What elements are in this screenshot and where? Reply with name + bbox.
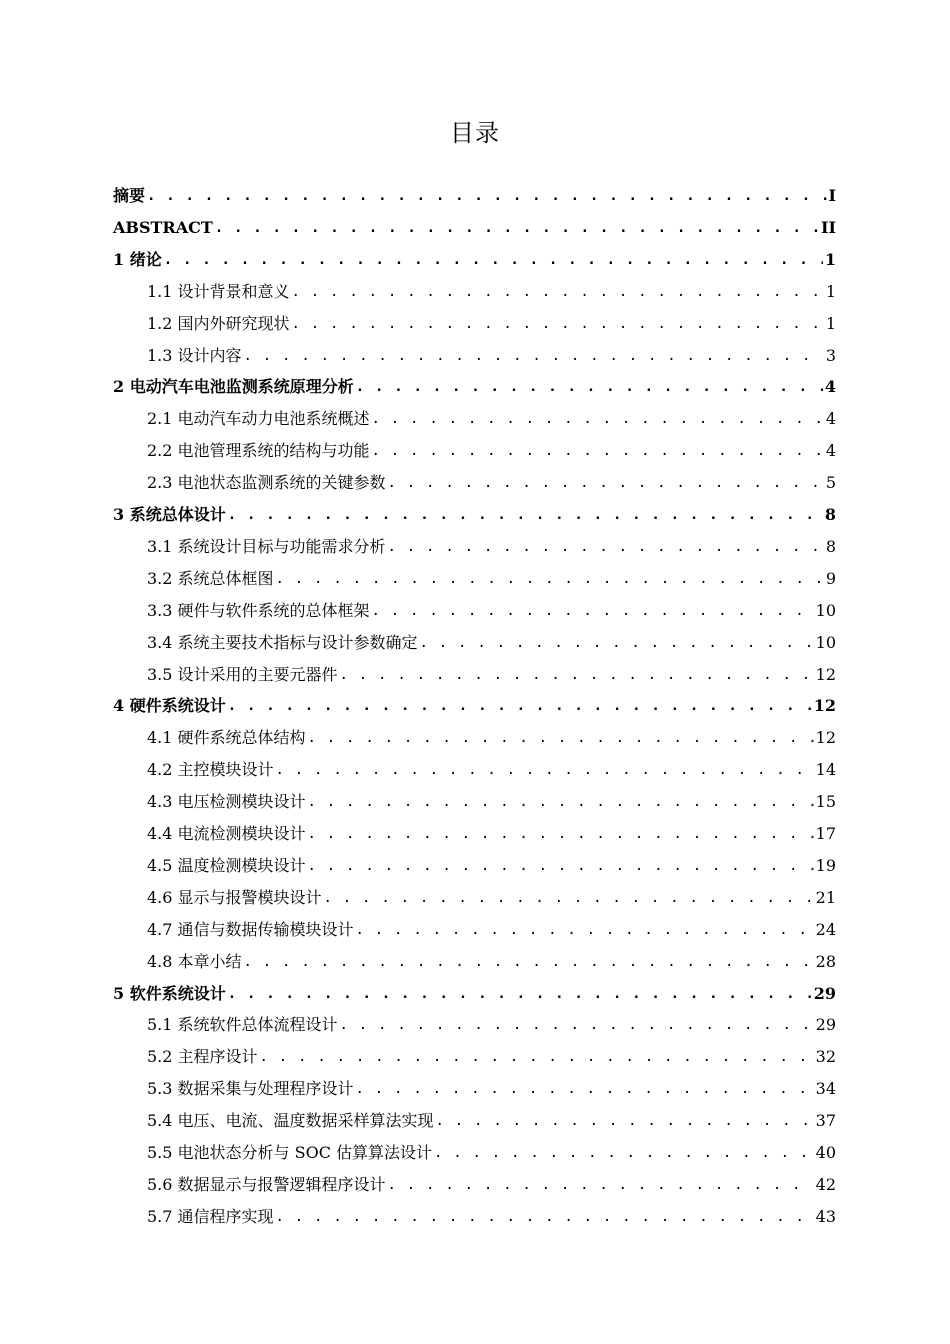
toc-dot-leader — [276, 760, 814, 780]
toc-entry-page-number: 17 — [815, 824, 836, 843]
toc-entry[interactable] — [113, 499, 836, 525]
toc-entry-page-number: 1 — [824, 249, 836, 269]
toc-entry-page-number: 32 — [815, 1047, 836, 1067]
toc-entry-page-number: 14 — [815, 760, 836, 780]
toc-entry-label: 5.2 主程序设计 — [147, 1047, 258, 1067]
toc-entry-label: 3 系统总体设计 — [113, 505, 226, 524]
toc-entry[interactable] — [147, 722, 836, 748]
toc-entry[interactable] — [113, 690, 836, 716]
toc-entry[interactable] — [147, 627, 836, 653]
toc-entry-label: 3.5 设计采用的主要元器件 — [147, 664, 338, 684]
toc-entry-label: 5.4 电压、电流、温度数据采样算法实现 — [147, 1111, 434, 1131]
toc-dot-leader — [308, 792, 814, 812]
toc-entry-page-number: 12 — [815, 664, 836, 684]
toc-entry[interactable] — [147, 1169, 836, 1195]
toc-dot-leader — [215, 218, 819, 238]
toc-entry[interactable] — [147, 1009, 836, 1035]
toc-entry-page-number: 8 — [824, 505, 836, 524]
toc-entry-label: 2.3 电池状态监测系统的关键参数 — [147, 473, 386, 493]
toc-entry-page-number: 4 — [824, 377, 836, 397]
toc-entry-label: 4.7 通信与数据传输模块设计 — [147, 919, 354, 939]
toc-entry-page-number: 4 — [825, 409, 836, 429]
toc-entry[interactable] — [147, 467, 836, 493]
toc-dot-leader — [340, 665, 814, 685]
toc-dot-leader — [372, 601, 814, 621]
toc-entry[interactable] — [113, 180, 836, 206]
toc-entry-label: 4 硬件系统设计 — [113, 696, 226, 716]
toc-entry-page-number: 28 — [815, 951, 836, 971]
toc-entry[interactable] — [147, 818, 836, 844]
toc-dot-leader — [420, 633, 814, 653]
toc-title: 目录 — [450, 119, 500, 147]
toc-dot-leader — [356, 377, 823, 397]
toc-dot-leader — [308, 856, 814, 876]
toc-dot-leader — [356, 1079, 814, 1099]
toc-entry[interactable] — [147, 1201, 836, 1227]
toc-dot-leader — [147, 186, 827, 206]
toc-entry[interactable] — [147, 595, 836, 621]
toc-dot-leader — [388, 537, 824, 557]
toc-entry-label: 2 电动汽车电池监测系统原理分析 — [113, 377, 354, 397]
toc-entry-page-number: 4 — [825, 441, 836, 461]
toc-entry[interactable] — [147, 308, 836, 334]
toc-entry[interactable] — [113, 978, 836, 1004]
toc-entry-label: 1.2 国内外研究现状 — [147, 313, 290, 333]
toc-entry[interactable] — [147, 276, 836, 302]
toc-entry-page-number: 29 — [813, 983, 836, 1003]
toc-entry-page-number: 12 — [815, 728, 836, 748]
toc-entry-label: 2.1 电动汽车动力电池系统概述 — [147, 409, 370, 429]
toc-entry-page-number: 43 — [815, 1206, 836, 1226]
toc-entry-page-number: 29 — [815, 1015, 836, 1035]
toc-dot-leader — [260, 1047, 814, 1067]
toc-entry[interactable] — [147, 1105, 836, 1131]
toc-entry[interactable] — [147, 659, 836, 685]
toc-entry-page-number: 12 — [813, 696, 836, 716]
toc-entry-label: 4.5 温度检测模块设计 — [147, 855, 306, 875]
toc-entry-page-number: 5 — [825, 473, 836, 493]
toc-entry-page-number: 19 — [815, 855, 836, 875]
toc-entry-label: 5.3 数据采集与处理程序设计 — [147, 1079, 354, 1099]
toc-entry[interactable] — [147, 1041, 836, 1067]
toc-entry-label: 1.3 设计内容 — [147, 345, 242, 365]
toc-dot-leader — [164, 250, 823, 270]
toc-entry-page-number: 3 — [825, 345, 836, 365]
toc-dot-leader — [244, 346, 824, 366]
toc-entry-label: 4.4 电流检测模块设计 — [147, 824, 306, 843]
toc-entry-page-number: II — [821, 217, 836, 237]
toc-entry-label: 5.1 系统软件总体流程设计 — [147, 1015, 338, 1035]
toc-entry-label: 摘要 — [113, 186, 146, 205]
toc-dot-leader — [372, 409, 824, 429]
toc-dot-leader — [340, 1015, 814, 1035]
toc-entry-label: ABSTRACT — [113, 217, 213, 237]
toc-entry-label: 3.2 系统总体框图 — [147, 568, 274, 588]
toc-dot-leader — [356, 920, 814, 940]
toc-entry-label: 4.3 电压检测模块设计 — [147, 792, 306, 812]
toc-dot-leader — [292, 282, 824, 302]
toc-dot-leader — [434, 1143, 814, 1163]
toc-entry-page-number: 24 — [815, 919, 836, 939]
toc-entry-label: 5.6 数据显示与报警逻辑程序设计 — [147, 1174, 386, 1194]
toc-entry-label: 4.1 硬件系统总体结构 — [147, 728, 306, 748]
toc-entry-label: 5 软件系统设计 — [113, 983, 226, 1003]
toc-entry[interactable] — [147, 1137, 836, 1163]
toc-entry-label: 2.2 电池管理系统的结构与功能 — [147, 441, 370, 461]
toc-entry-label: 3.3 硬件与软件系统的总体框架 — [147, 600, 370, 620]
toc-entry-page-number: 40 — [815, 1143, 836, 1162]
toc-entry[interactable] — [147, 786, 836, 812]
toc-entry-label: 4.6 显示与报警模块设计 — [147, 887, 322, 907]
toc-entry-page-number: 37 — [815, 1111, 836, 1131]
toc-dot-leader — [308, 728, 814, 748]
toc-dot-leader — [276, 1207, 814, 1227]
toc-entry-page-number: 1 — [825, 313, 836, 333]
toc-entry-label: 3.1 系统设计目标与功能需求分析 — [147, 536, 386, 556]
toc-dot-leader — [228, 505, 823, 525]
toc-entry[interactable] — [147, 946, 836, 972]
toc-entry-page-number: 9 — [825, 568, 836, 588]
toc-entry-page-number: 8 — [825, 536, 836, 556]
toc-entry[interactable] — [147, 435, 836, 461]
toc-entry-page-number: 21 — [815, 887, 836, 907]
toc-entry[interactable] — [147, 563, 836, 589]
toc-dot-leader — [324, 888, 814, 908]
toc-dot-leader — [372, 441, 824, 461]
toc-entry-label: 5.7 通信程序实现 — [147, 1206, 274, 1226]
toc-entry-label: 4.8 本章小结 — [147, 951, 242, 971]
toc-entry-label: 3.4 系统主要技术指标与设计参数确定 — [147, 632, 418, 652]
toc-entry-label: 1 绪论 — [113, 249, 162, 269]
toc-entry[interactable] — [113, 244, 836, 270]
toc-dot-leader — [244, 952, 814, 972]
toc-entry[interactable] — [147, 882, 836, 908]
toc-entry-page-number: 15 — [815, 792, 836, 812]
toc-dot-leader — [292, 314, 824, 334]
toc-entry[interactable] — [147, 754, 836, 780]
toc-entry-page-number: 10 — [815, 632, 836, 652]
toc-dot-leader — [228, 984, 812, 1004]
toc-entry[interactable] — [147, 1073, 836, 1099]
toc-entry-label: 1.1 设计背景和意义 — [147, 281, 290, 301]
toc-entry-label: 4.2 主控模块设计 — [147, 760, 274, 780]
toc-entry[interactable] — [113, 371, 836, 397]
toc-dot-leader — [388, 473, 824, 493]
toc-entry[interactable] — [147, 531, 836, 557]
toc-entry[interactable] — [147, 850, 836, 876]
toc-entry[interactable] — [147, 914, 836, 940]
toc-dot-leader — [276, 569, 824, 589]
toc-entry-page-number: I — [828, 186, 836, 205]
toc-entry[interactable] — [147, 340, 836, 366]
toc-entry-label: 5.5 电池状态分析与 SOC 估算算法设计 — [147, 1143, 433, 1162]
toc-entry-page-number: 1 — [825, 281, 836, 301]
toc-dot-leader — [228, 696, 812, 716]
toc-entry-page-number: 10 — [815, 600, 836, 620]
toc-dot-leader — [436, 1111, 814, 1131]
toc-entry-page-number: 42 — [815, 1174, 836, 1194]
toc-entry-page-number: 34 — [815, 1079, 836, 1099]
toc-entry[interactable] — [147, 403, 836, 429]
toc-entry[interactable] — [113, 212, 836, 238]
toc-dot-leader — [388, 1175, 814, 1195]
toc-dot-leader — [308, 824, 814, 844]
